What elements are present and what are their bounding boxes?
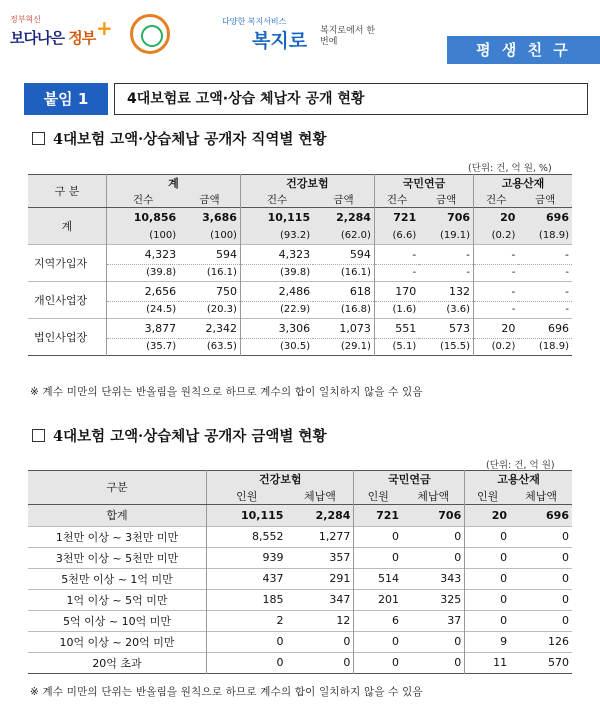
- cell: 357: [329, 551, 351, 564]
- cell: 132: [449, 284, 471, 298]
- cell: (22.9): [240, 301, 313, 318]
- cell: 0: [465, 547, 510, 568]
- cell: 0: [562, 530, 569, 543]
- sub-header: 건수: [240, 191, 313, 208]
- cell: 0: [354, 652, 402, 673]
- cell: (39.8): [240, 264, 313, 281]
- cell: (30.5): [240, 338, 313, 355]
- cell: 201: [354, 589, 402, 610]
- cell: 2,284: [313, 208, 374, 228]
- welfare-logo: [222, 16, 382, 56]
- cell: 0: [343, 635, 351, 648]
- cell: 12: [336, 614, 351, 627]
- cell: 3,686: [179, 208, 240, 228]
- cell: 0: [465, 526, 510, 547]
- cell: 0: [354, 547, 402, 568]
- group-header: 고용산재: [474, 175, 572, 192]
- row-label: 1천만 이상 ~ 3천만 미만: [55, 530, 179, 544]
- cell: 0: [343, 656, 351, 669]
- cell: (24.5): [107, 301, 180, 318]
- cell: -: [466, 247, 471, 261]
- cell: 2,486: [240, 281, 313, 301]
- cell: 618: [349, 284, 371, 298]
- cell: 0: [562, 572, 569, 585]
- document-title: [24, 83, 578, 115]
- cell: 0: [454, 530, 462, 543]
- cell: 185: [207, 589, 287, 610]
- cell: 721: [374, 208, 419, 228]
- cell: 10,115: [240, 208, 313, 228]
- cell: 9: [465, 631, 510, 652]
- cell: 570: [548, 656, 569, 669]
- cell: -: [474, 301, 519, 318]
- row-label: 3천만 이상 ~ 5천만 미만: [55, 551, 179, 565]
- cell: 343: [440, 572, 462, 585]
- plus-icon: +: [96, 16, 113, 40]
- cell: 721: [354, 504, 402, 526]
- cell: 3,877: [107, 318, 180, 338]
- cell: (1.6): [374, 301, 419, 318]
- cell: 0: [562, 593, 569, 606]
- logo-small-text: 정부혁신: [10, 15, 41, 24]
- cell: 750: [215, 284, 237, 298]
- cell: (0.2): [474, 228, 519, 245]
- welfare-top-text: 다양한 복지서비스: [222, 17, 287, 26]
- cell: 3,306: [240, 318, 313, 338]
- cell: 37: [447, 614, 462, 627]
- cell: 573: [449, 321, 471, 335]
- row-label: 개인사업장: [34, 293, 88, 307]
- cell: (19.1): [419, 228, 473, 245]
- section2-unit: (단위: 건, 억 원): [486, 460, 555, 471]
- sub-header: 금액: [518, 191, 572, 208]
- cell: (100): [179, 228, 240, 245]
- group-header: 계: [107, 175, 241, 192]
- attachment-tag: 붙임 1: [24, 83, 108, 115]
- row-label: 1억 이상 ~ 5억 미만: [66, 593, 168, 607]
- cell: -: [466, 267, 471, 278]
- sub-header: 금액: [419, 191, 473, 208]
- cell: 4,323: [240, 244, 313, 264]
- sub-header: 건수: [374, 191, 419, 208]
- cell: 706: [419, 208, 473, 228]
- row-label: 합계: [28, 504, 207, 526]
- cell: (93.2): [240, 228, 313, 245]
- cell: 2,656: [107, 281, 180, 301]
- cell: -: [474, 281, 519, 301]
- cell: (6.6): [374, 228, 419, 245]
- cell: 0: [354, 631, 402, 652]
- cell: 0: [354, 526, 402, 547]
- col-gubun: 구분: [28, 471, 207, 505]
- cell: 10,856: [107, 208, 180, 228]
- cell: (39.8): [107, 264, 180, 281]
- group-header: 고용산재: [465, 471, 572, 488]
- cell: (29.1): [340, 341, 371, 352]
- cell: 696: [518, 208, 572, 228]
- cell: 6: [354, 610, 402, 631]
- group-header: 국민연금: [374, 175, 473, 192]
- cell: -: [474, 264, 519, 281]
- sub-header: 인원: [465, 488, 510, 505]
- cell: 0: [454, 635, 462, 648]
- cell: (0.2): [474, 338, 519, 355]
- col-gubun: 구 분: [28, 175, 107, 208]
- cell: 0: [465, 589, 510, 610]
- sub-header: 인원: [354, 488, 402, 505]
- page-header: [0, 0, 600, 68]
- cell: 2: [207, 610, 287, 631]
- section2-heading: 4대보험 고액·상습체납 공개자 금액별 현황: [32, 425, 326, 446]
- cell: 0: [562, 614, 569, 627]
- cell: 20: [474, 318, 519, 338]
- section1-heading: 4대보험 고액·상습체납 공개자 직역별 현황: [32, 128, 326, 149]
- friend-banner: 평 생 친 구: [447, 36, 600, 64]
- cell: (16.8): [340, 304, 371, 315]
- group-header: 건강보험: [207, 471, 354, 488]
- cell: (100): [107, 228, 180, 245]
- section2-note: ※ 계수 미만의 단위는 반올림을 원칙으로 하므로 계수의 합이 일치하지 않을 수 있음: [30, 686, 423, 698]
- cell: 2,342: [205, 321, 237, 335]
- cell: 0: [562, 551, 569, 564]
- cell: (16.1): [206, 267, 237, 278]
- cell: 706: [402, 504, 465, 526]
- cell: 594: [349, 247, 371, 261]
- cell: (3.6): [446, 304, 471, 315]
- group-header: 건강보험: [240, 175, 374, 192]
- cell: 0: [207, 652, 287, 673]
- cell: (20.3): [206, 304, 237, 315]
- logo-text-a: 보다나은: [10, 29, 64, 47]
- emblem-icon: [130, 14, 170, 54]
- sub-header: 건수: [474, 191, 519, 208]
- group-header: 국민연금: [354, 471, 465, 488]
- section1-note: ※ 계수 미만의 단위는 반올림을 원칙으로 하므로 계수의 합이 일치하지 않을 수 있음: [30, 386, 423, 398]
- cell: (18.9): [538, 341, 569, 352]
- cell: 1,073: [339, 321, 371, 335]
- cell: 8,552: [207, 526, 287, 547]
- welfare-main-text: 복지로: [252, 30, 308, 52]
- cell: (63.5): [206, 341, 237, 352]
- cell: 0: [454, 551, 462, 564]
- row-label: 10억 이상 ~ 20억 미만: [59, 635, 175, 649]
- cell: 0: [465, 568, 510, 589]
- cell: (5.1): [374, 338, 419, 355]
- cell: 20: [474, 208, 519, 228]
- cell: -: [565, 247, 569, 261]
- cell: 0: [465, 610, 510, 631]
- checkbox-icon: [32, 429, 45, 442]
- cell: -: [474, 244, 519, 264]
- section1-unit: (단위: 건, 억 원, %): [468, 163, 552, 174]
- section1-table: [28, 174, 572, 356]
- cell: (18.9): [518, 228, 572, 245]
- cell: 437: [207, 568, 287, 589]
- cell: -: [374, 264, 419, 281]
- sub-header: 체납액: [510, 488, 572, 505]
- cell: -: [374, 244, 419, 264]
- cell: (16.1): [340, 267, 371, 278]
- sub-header: 체납액: [286, 488, 353, 505]
- cell: 4,323: [107, 244, 180, 264]
- row-label: 계: [28, 208, 107, 245]
- cell: -: [565, 304, 569, 315]
- checkbox-icon: [32, 132, 45, 145]
- cell: (62.0): [313, 228, 374, 245]
- cell: 11: [465, 652, 510, 673]
- cell: 291: [329, 572, 351, 585]
- row-label: 지역가입자: [34, 256, 88, 270]
- row-label: 5천만 이상 ~ 1억 미만: [61, 572, 173, 586]
- cell: (15.5): [439, 341, 471, 352]
- welfare-side-text: 복지로에서 한번에: [320, 26, 376, 47]
- row-label: 법인사업장: [34, 330, 88, 344]
- row-label: 5억 이상 ~ 10억 미만: [63, 614, 171, 628]
- sub-header: 인원: [207, 488, 287, 505]
- cell: 325: [440, 593, 462, 606]
- sub-header: 금액: [313, 191, 374, 208]
- row-label: 20억 초과: [92, 656, 142, 670]
- cell: 696: [548, 321, 569, 335]
- cell: 10,115: [207, 504, 287, 526]
- cell: 551: [374, 318, 419, 338]
- cell: 20: [465, 504, 510, 526]
- cell: 594: [215, 247, 237, 261]
- cell: 347: [329, 593, 351, 606]
- sub-header: 금액: [179, 191, 240, 208]
- cell: 2,284: [286, 504, 353, 526]
- gov-innovation-logo: [10, 14, 113, 54]
- cell: -: [565, 267, 569, 278]
- cell: 696: [510, 504, 572, 526]
- cell: 126: [548, 635, 569, 648]
- cell: 1,277: [318, 530, 351, 543]
- cell: 0: [207, 631, 287, 652]
- cell: 939: [207, 547, 287, 568]
- sub-header: 체납액: [402, 488, 465, 505]
- cell: 0: [454, 656, 462, 669]
- logo-text-b: 정부: [68, 29, 96, 47]
- title-text: 4대보험료 고액·상습 체납자 공개 현황: [114, 83, 588, 115]
- cell: (35.7): [107, 338, 180, 355]
- cell: 170: [374, 281, 419, 301]
- cell: 514: [354, 568, 402, 589]
- section2-table: [28, 470, 572, 674]
- cell: -: [565, 284, 569, 298]
- sub-header: 건수: [107, 191, 180, 208]
